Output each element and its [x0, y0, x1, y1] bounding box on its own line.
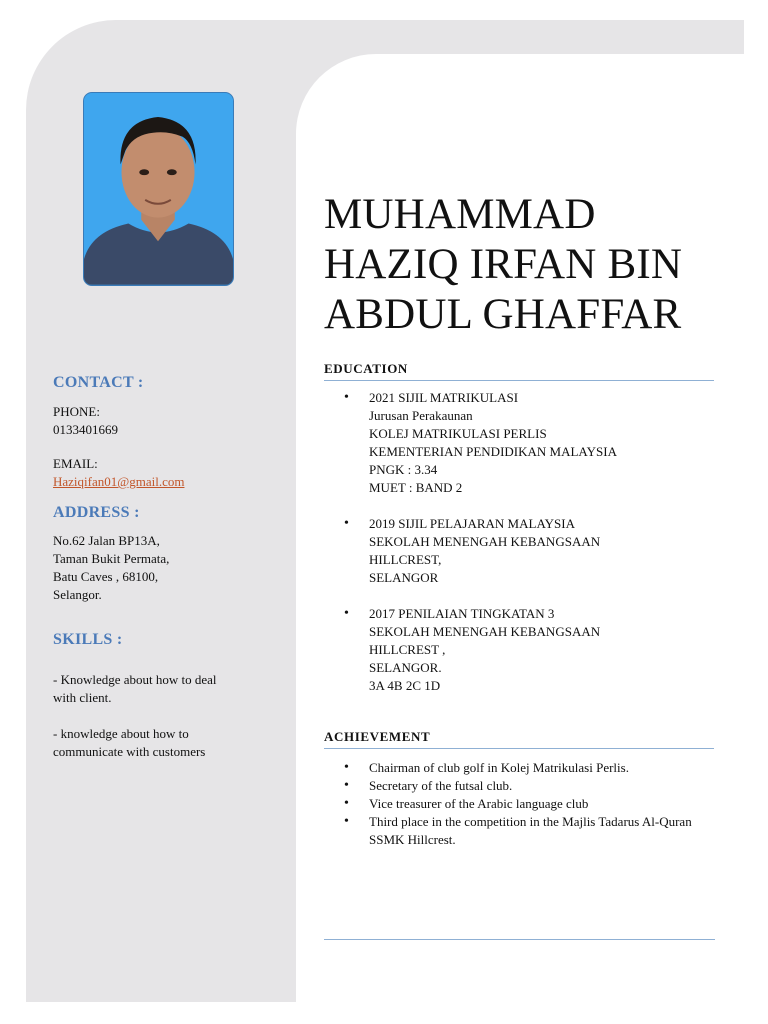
education-line: MUET : BAND 2 [369, 480, 463, 495]
profile-photo [83, 92, 234, 286]
education-entry [324, 605, 716, 695]
education-line: KEMENTERIAN PENDIDIKAN MALAYSIA [369, 444, 617, 459]
contact-block [53, 403, 184, 491]
skills-heading: SKILLS : [53, 631, 123, 648]
education-line: • 2019 SIJIL PELAJARAN MALAYSIA [369, 516, 575, 531]
education-line: HILLCREST, [369, 552, 442, 567]
education-line: SELANGOR. [369, 660, 442, 675]
name-line-3: ABDUL GHAFFAR [324, 291, 682, 338]
education-line: 3A 4B 2C 1D [369, 678, 441, 693]
skill-item-line: - Knowledge about how to deal [53, 672, 217, 687]
education-entry [324, 515, 716, 587]
address-line: Selangor. [53, 587, 102, 602]
full-name [324, 190, 734, 340]
achievement-list [324, 759, 716, 849]
education-line: • 2017 PENILAIAN TINGKATAN 3 [369, 606, 555, 621]
education-line: HILLCREST , [369, 642, 446, 657]
achievement-item: • Vice treasurer of the Arabic language club [324, 795, 716, 813]
email-link[interactable]: Haziqifan01@gmail.com [53, 474, 185, 489]
skill-item-line: communicate with customers [53, 744, 206, 759]
address-line: Taman Bukit Permata, [53, 551, 170, 566]
education-line: Jurusan Perakaunan [369, 408, 473, 423]
education-entry [324, 389, 716, 497]
education-line: SELANGOR [369, 570, 439, 585]
address-heading: ADDRESS : [53, 504, 140, 521]
skill-item-line: - knowledge about how to [53, 726, 189, 741]
education-line: PNGK : 3.34 [369, 462, 438, 477]
achievement-heading: ACHIEVEMENT [324, 729, 714, 749]
education-heading: EDUCATION [324, 361, 714, 381]
education-list [324, 389, 716, 695]
phone-value: 0133401669 [53, 422, 118, 437]
skills-block [53, 671, 217, 761]
name-line-1: MUHAMMAD [324, 191, 596, 238]
achievement-item: • Secretary of the futsal club. [324, 777, 716, 795]
skill-item-line: with client. [53, 690, 112, 705]
education-line: KOLEJ MATRIKULASI PERLIS [369, 426, 547, 441]
bottom-divider [324, 939, 715, 940]
address-line: No.62 Jalan BP13A, [53, 533, 160, 548]
address-block [53, 532, 169, 604]
contact-heading: CONTACT : [53, 374, 144, 391]
achievement-item: • Chairman of club golf in Kolej Matrikulasi Perlis. [324, 759, 716, 777]
address-line: Batu Caves , 68100, [53, 569, 159, 584]
email-label: EMAIL: [53, 456, 98, 471]
education-line: SEKOLAH MENENGAH KEBANGSAAN [369, 624, 601, 639]
education-line: • 2021 SIJIL MATRIKULASI [369, 390, 519, 405]
achievement-item: • Third place in the competition in the Majlis Tadarus Al-Quran SSMK Hillcrest. [324, 813, 716, 849]
education-line: SEKOLAH MENENGAH KEBANGSAAN [369, 534, 601, 549]
name-line-2: HAZIQ IRFAN BIN [324, 241, 683, 288]
phone-label: PHONE: [53, 404, 100, 419]
